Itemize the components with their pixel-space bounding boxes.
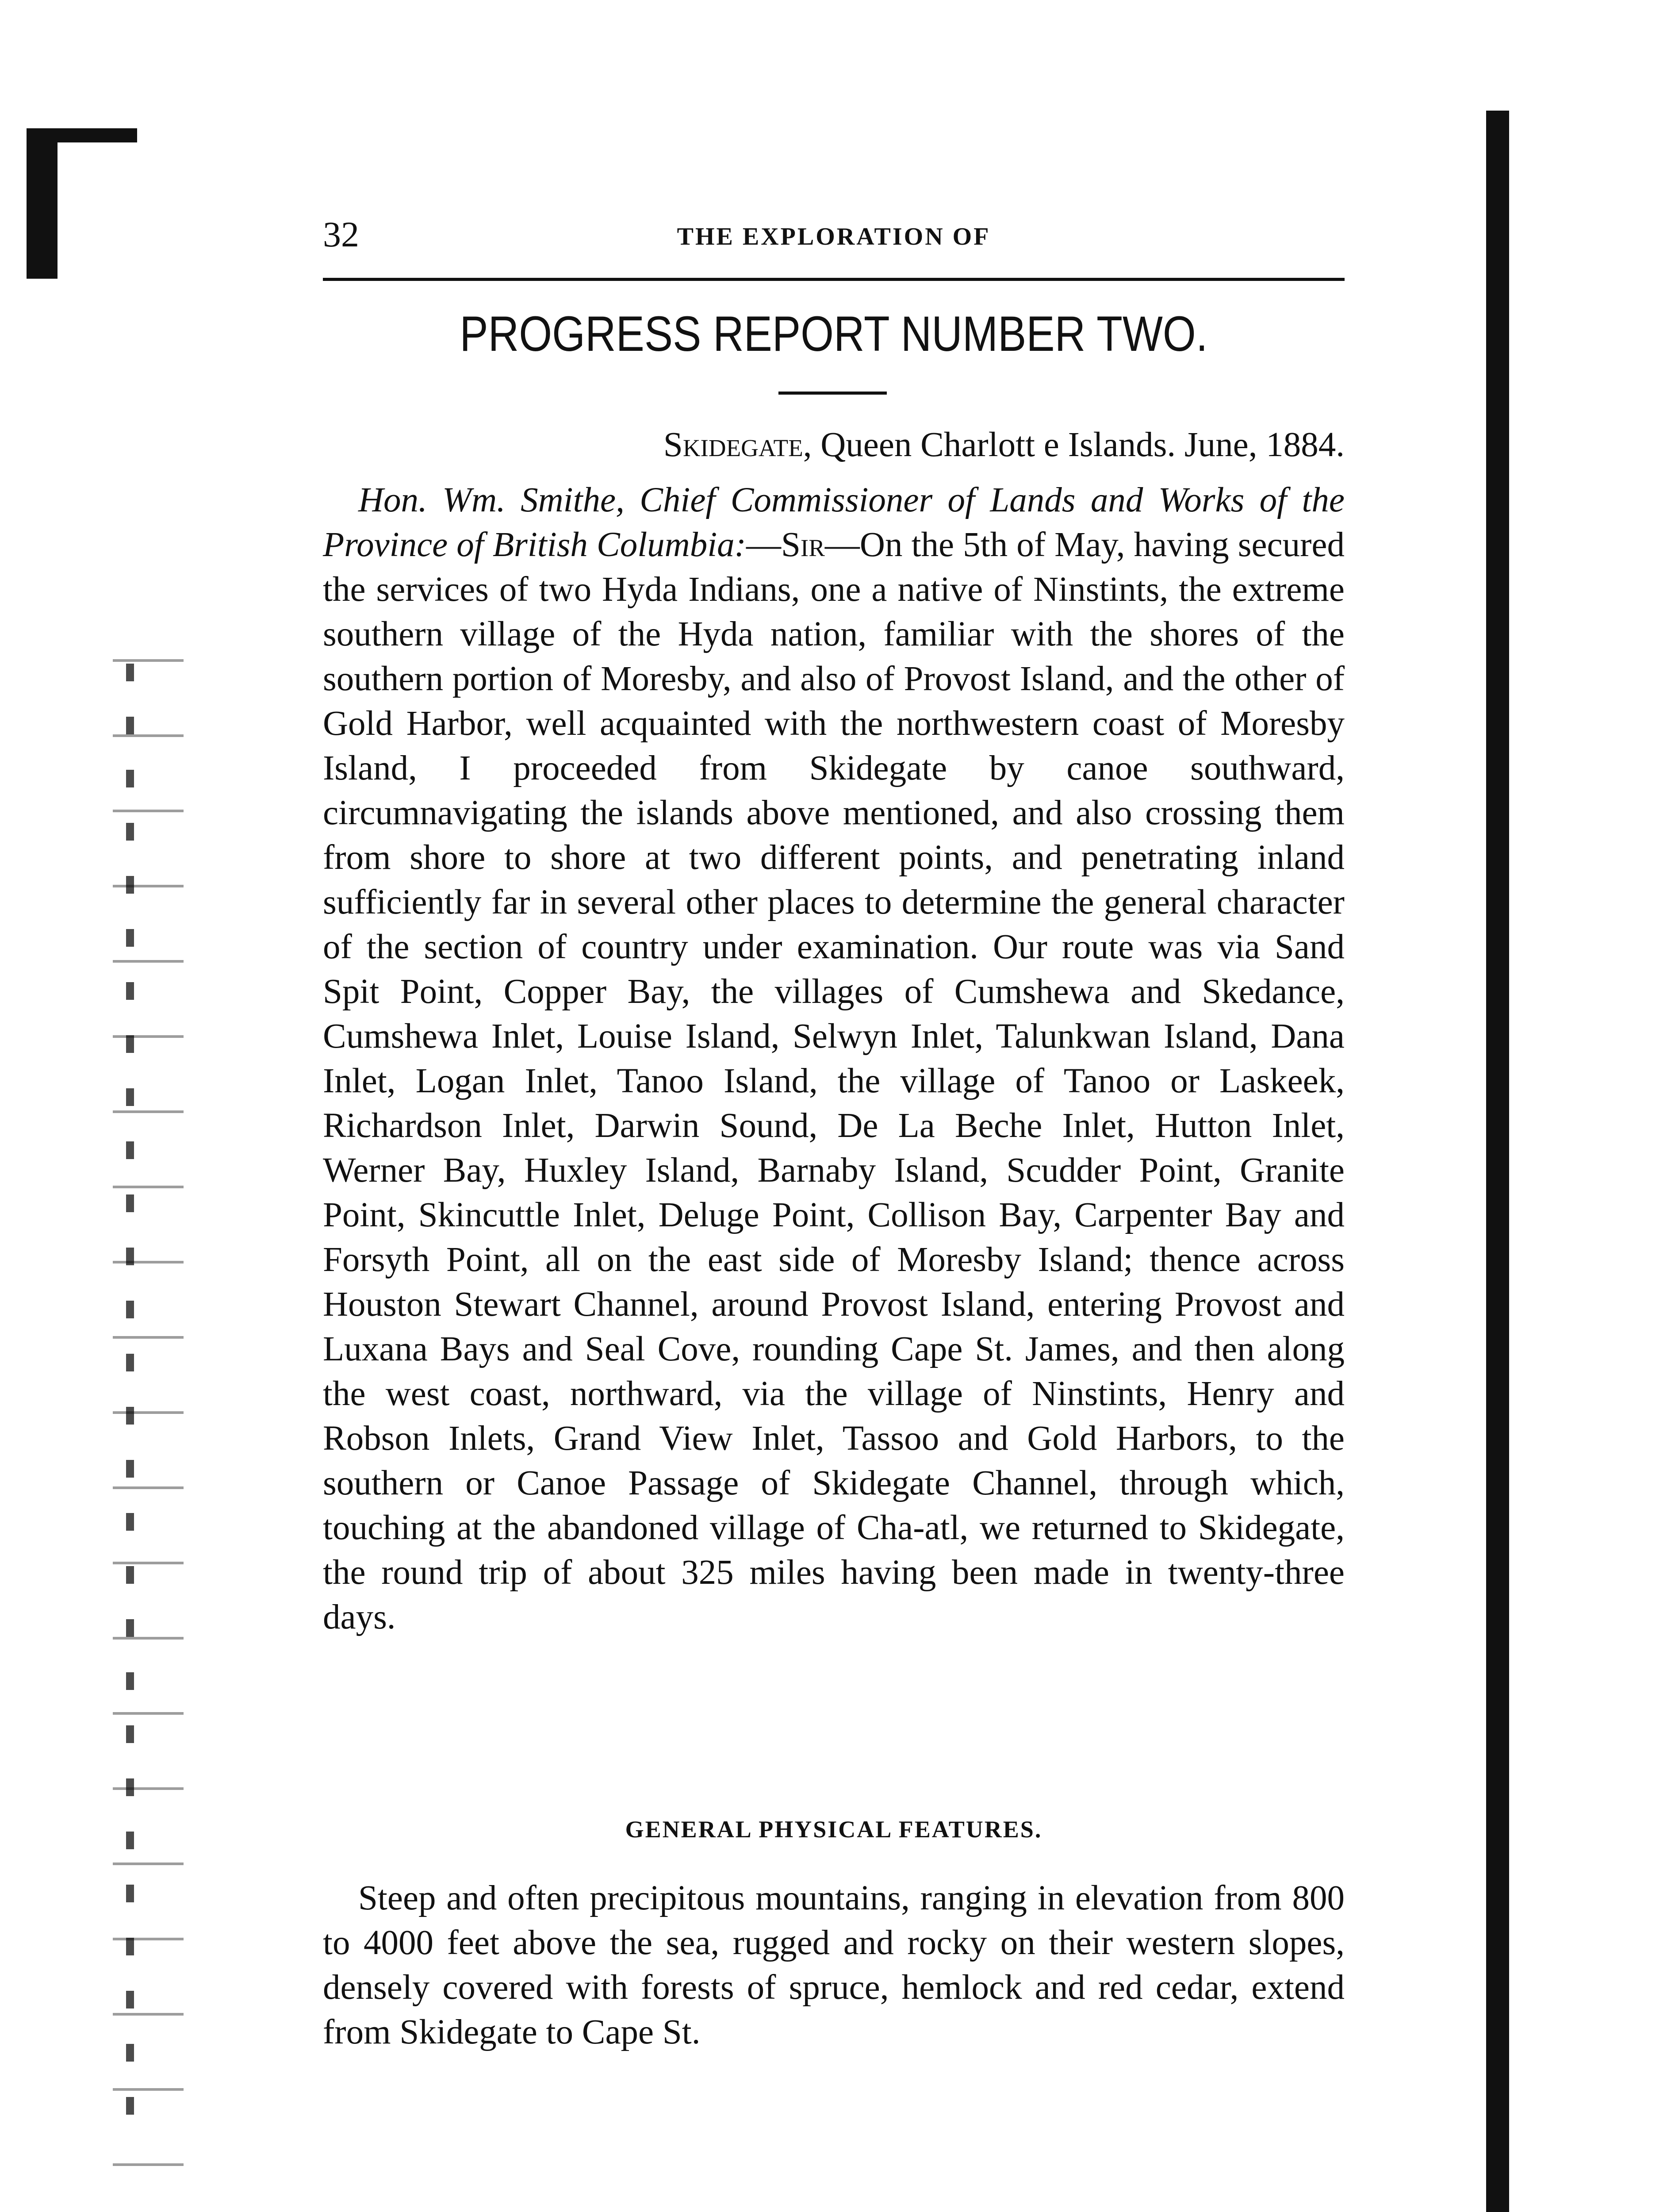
page-number: 32: [323, 214, 359, 254]
scan-edge-mark-top: [27, 128, 137, 142]
letter-salutation: —Sir: [746, 526, 825, 564]
title-rule: [778, 392, 887, 395]
section-paragraph: Steep and often precipitous mountains, ranging in elevation from 800 to 4000 feet above the sea, rugged and rocky on their western slopes, densely covered with forests of spruce, hemlock and red cedar, extend from Skidegate to Cape St.: [323, 1879, 1345, 2051]
report-title: PROGRESS REPORT NUMBER TWO.: [460, 306, 1208, 361]
letter-addressee: Hon. Wm. Smithe, Chief Commissioner of Lands and Works of the Province of British Columbia:: [323, 481, 1345, 564]
scan-margin-specks-inner: [126, 664, 134, 2124]
dateline: [323, 422, 1345, 467]
scan-right-edge: [1486, 111, 1509, 2212]
section-heading: GENERAL PHYSICAL FEATURES.: [625, 1816, 1042, 1843]
running-head: [323, 210, 1345, 268]
letter-body: —On the 5th of May, having secured the services of two Hyda Indians, one a native of Ninstints, the extreme southern village of the Hyda nation, familiar with the shores of the southern portion of Moresby, and also of Provost Island, and the other of Gold Harbor, well acquainted with the northwestern coast of Moresby Island, I proceeded from Skidegate by canoe southward, circumnavigating the islands above mentioned, and also crossing them from shore to shore at two different points, and penetrating inland sufficiently far in several other places to determine the general character of the section of country under examination. Our route was via Sand Spit Point, Copper Bay, the villages of Cumshewa and Skedance, Cumshewa Inlet, Louise Island, Selwyn Inlet, Talunkwan Island, Dana Inlet, Logan Inlet, Tanoo Island, the village of Tanoo or Laskeek, Richardson Inlet, Darwin Sound, De La Beche Inlet, Hutton Inlet, Werner Bay, Huxley Island, Barnaby Island, Scudder Point, Granite Point, Skincuttle Inlet, Deluge Point, Collison Bay, Carpenter Bay and Forsyth Point, all on the east side of Moresby Island; thence across Houston Stewart Channel, around Provost Island, entering Provost and Luxana Bays and Seal Cove, rounding Cape St. James, and then along the west coast, northward, via the village of Ninstints, Henry and Robson Inlets, Grand View Inlet, Tassoo and Gold Harbors, to the southern or Canoe Passage of Skidegate Channel, through which, touching at the abandoned village of Cha-atl, we returned to Skidegate, the round trip of about 325 miles having been made in twenty-three days.: [323, 526, 1345, 1636]
letter-paragraph: [323, 478, 1345, 1640]
dateline-place: Skidegate,: [663, 426, 812, 464]
scan-edge-mark: [27, 128, 57, 279]
running-title: THE EXPLORATION OF: [677, 223, 991, 250]
dateline-rest: Queen Charlott e Islands. June, 1884.: [812, 426, 1345, 464]
header-rule: [323, 278, 1345, 281]
scan-margin-specks: [113, 619, 184, 2212]
